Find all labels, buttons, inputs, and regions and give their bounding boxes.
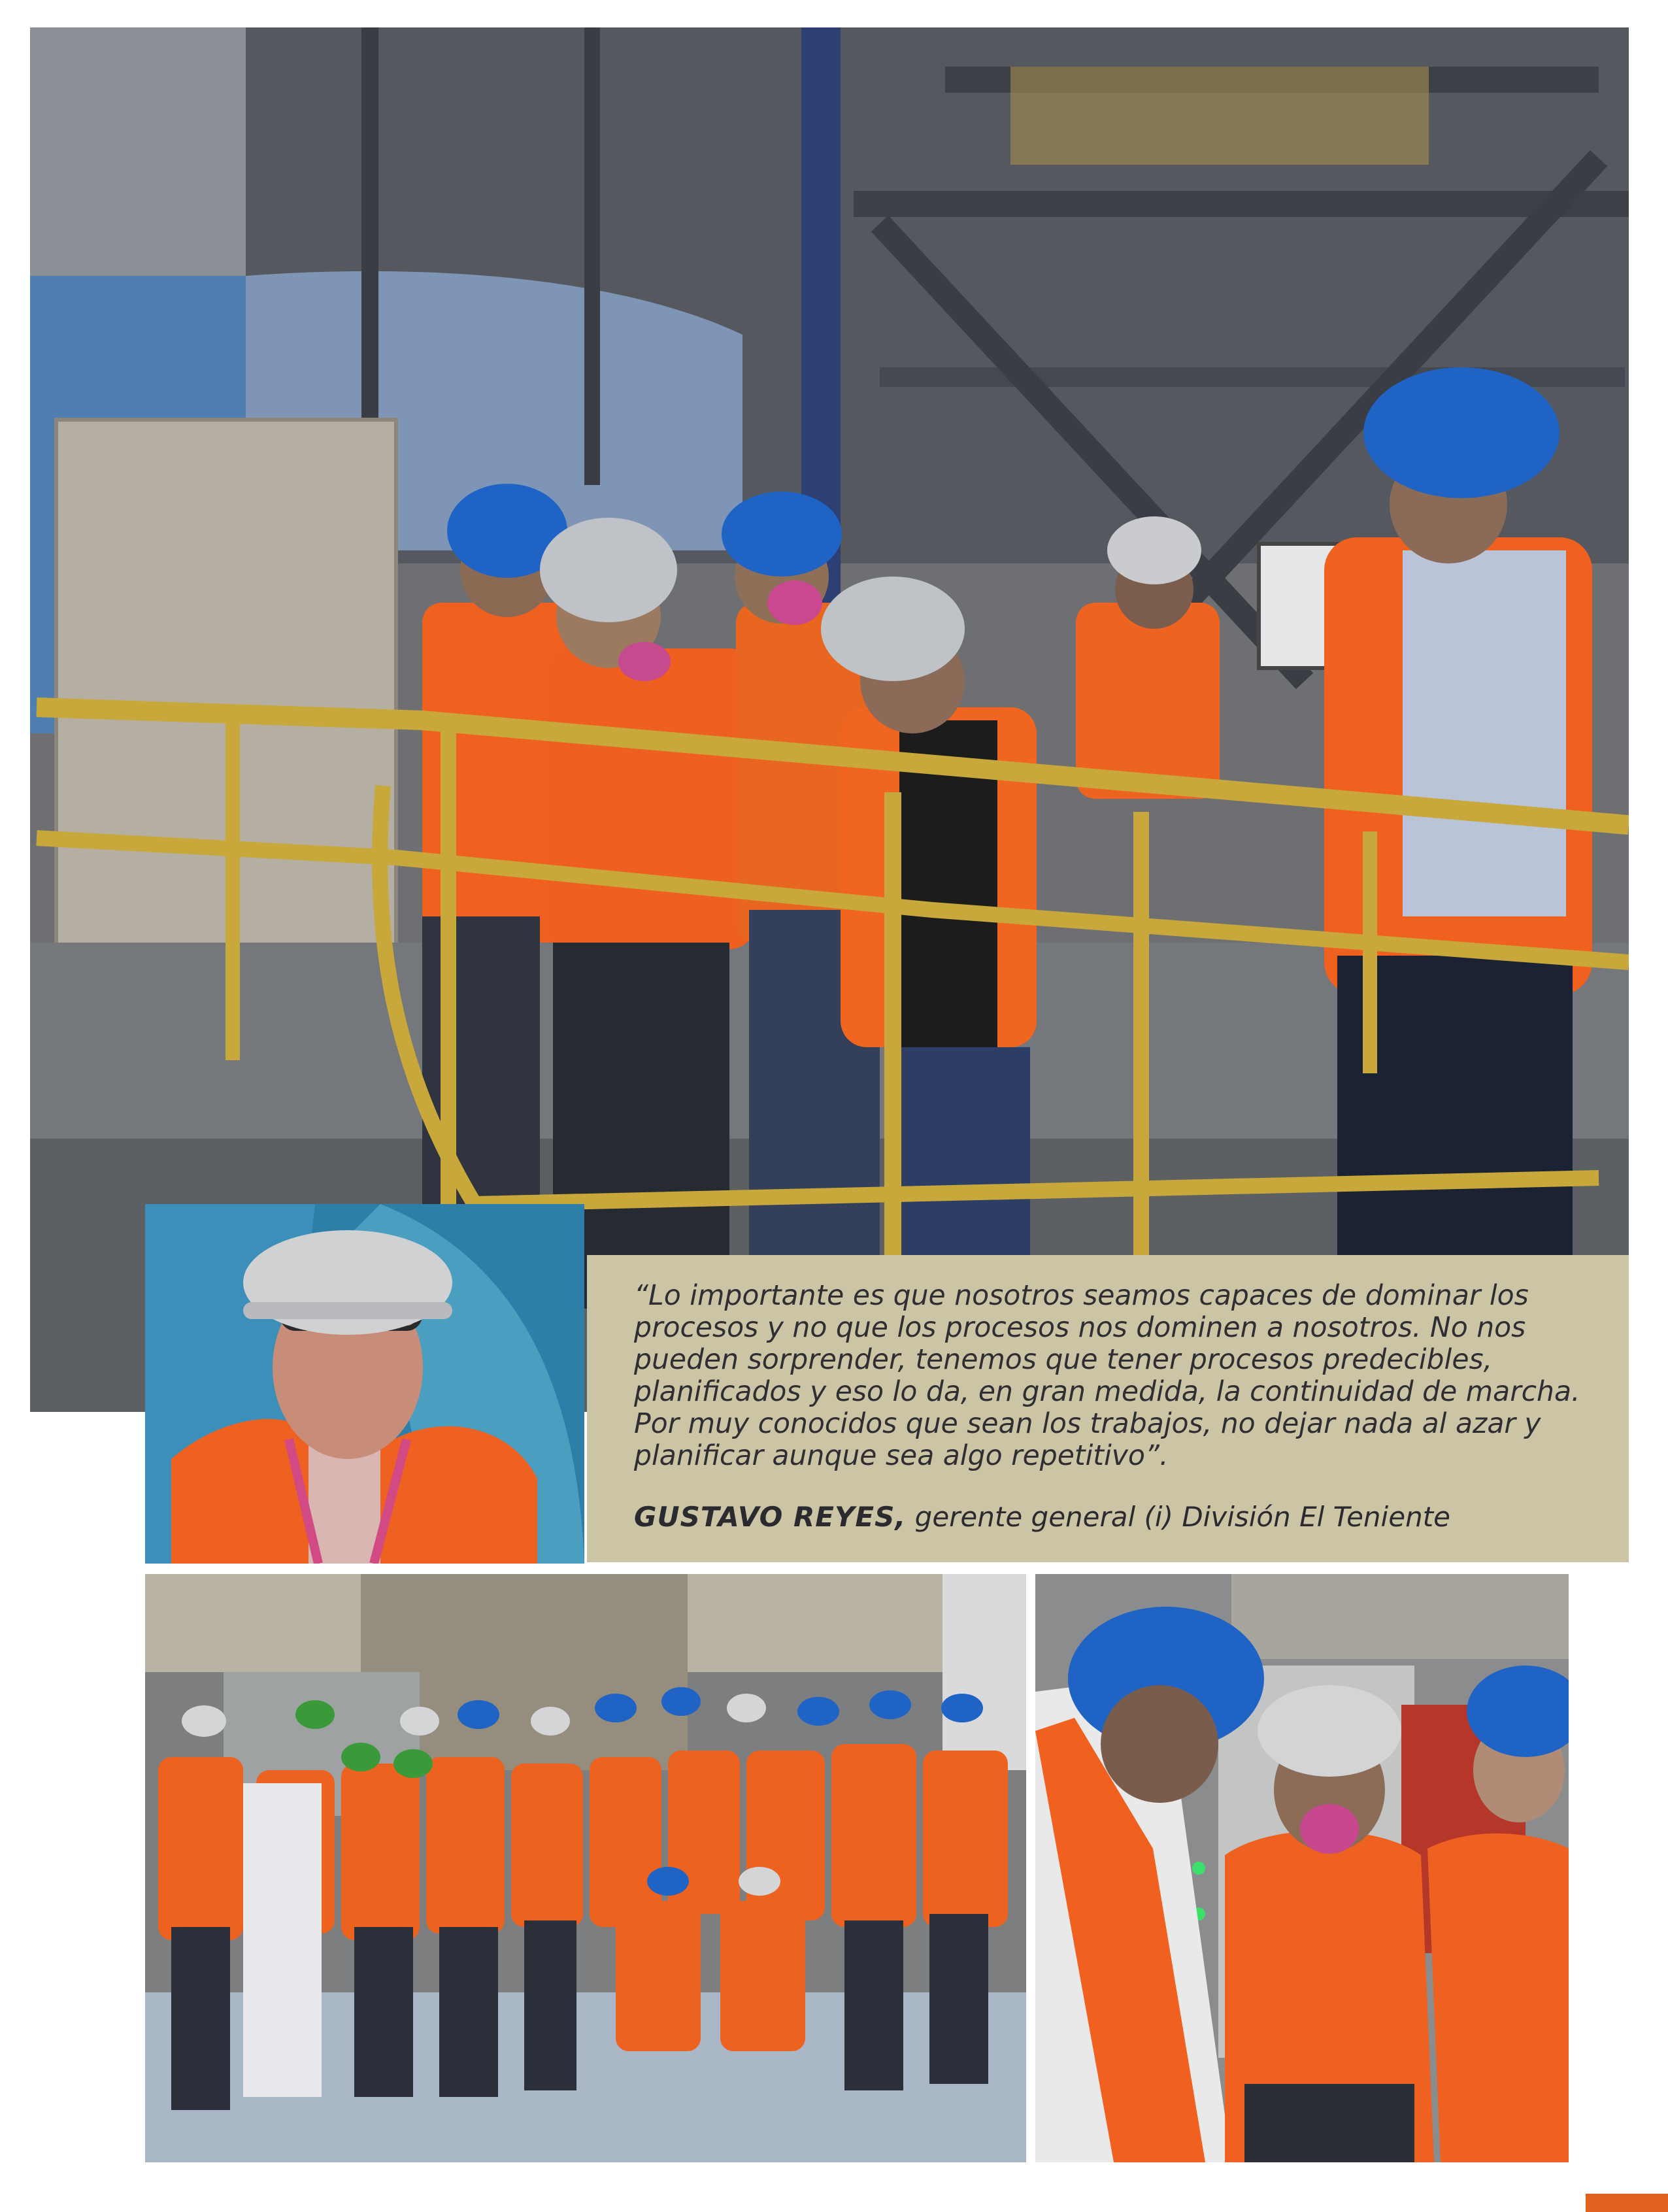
portrait-photo <box>145 1204 584 1564</box>
quote-box <box>587 1255 1629 1562</box>
author-name: GUSTAVO REYES, <box>634 1501 907 1533</box>
quote-attribution <box>634 1501 1590 1533</box>
meeting-photo <box>1035 1574 1569 2162</box>
author-title: gerente general (i) División El Teniente <box>906 1501 1450 1533</box>
page-corner-tab <box>1586 2194 1668 2212</box>
quote-text: “Lo importante es que nosotros seamos capaces de dominar los procesos y no que los procesos nos dominen a nosotros. No nos pueden sorprender, tenemos que tener procesos predecibles, planificados y eso lo da, en gran medida, la continuidad de marcha. Por muy conocidos que sean los trabajos, no dejar nada al azar y planificar aunque sea algo repetitivo”. <box>634 1280 1580 1472</box>
group-photo <box>145 1574 1026 2162</box>
